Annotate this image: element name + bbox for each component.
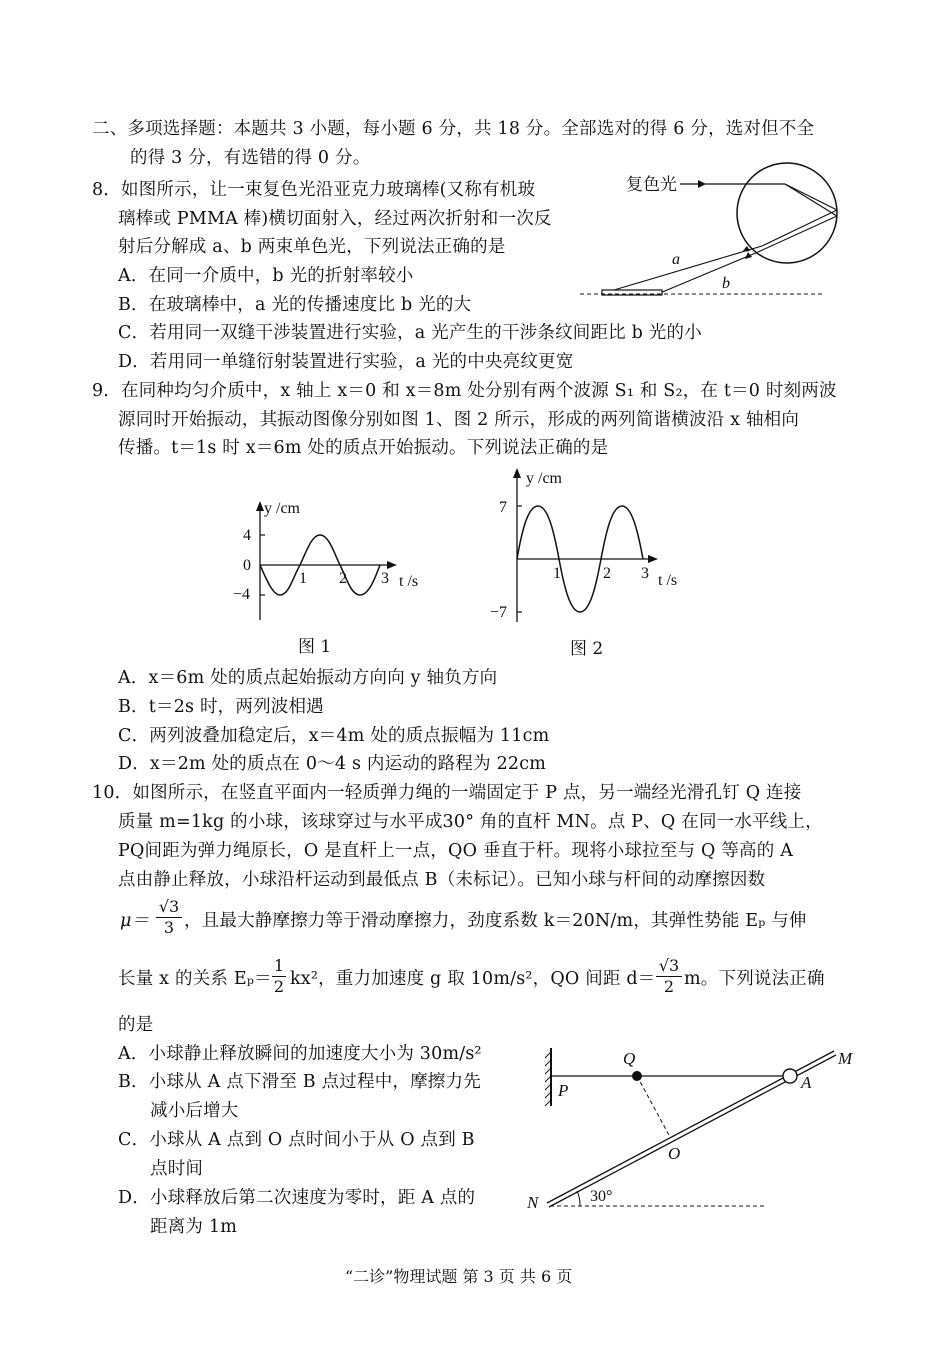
fig1-xtick-1: 1	[299, 570, 307, 587]
q9-option-b: B．t＝2s 时，两列波相遇	[118, 697, 324, 717]
q10-d-fraction	[656, 956, 682, 997]
q8-stem-line2: 璃棒或 PMMA 棒)横切面射入，经过两次折射和一次反	[118, 209, 552, 229]
q9-stem-line2: 源同时开始振动，其振动图像分别如图 1、图 2 所示，形成的两列简谐横波沿 x 轴相向	[118, 410, 800, 430]
fig2-caption: 图 2	[570, 639, 604, 659]
fig2-xtick-1: 1	[553, 565, 561, 582]
page-footer: “二诊”物理试题 第 3 页 共 6 页	[345, 1267, 573, 1286]
fig1-ytick-pos: 4	[243, 527, 251, 544]
q10-ep-text-b: kx²，重力加速度 g 取 10m/s²，QO 间距 d＝	[290, 969, 656, 989]
q8-option-a: A．在同一介质中，b 光的折射率较小	[118, 266, 414, 286]
section-heading: 二、多项选择题：本题共 3 小题，每小题 6 分，共 18 分。全部选对的得 6 分，选对但不全	[92, 119, 815, 139]
q10-mu-fraction	[156, 897, 182, 938]
incident-light-label: 复色光	[626, 175, 677, 194]
q9-stem-line3: 传播。t＝1s 时 x＝6m 处的质点开始振动。下列说法正确的是	[118, 438, 609, 458]
label-a: A	[801, 1073, 812, 1092]
fig2-ytick-neg: −7	[490, 604, 508, 621]
q10-d-den: 2	[663, 977, 675, 996]
q8-option-b: B．在玻璃棒中，a 光的传播速度比 b 光的大	[118, 295, 472, 315]
q9-option-d: D．x＝2m 处的质点在 0～4 s 内运动的路程为 22cm	[118, 754, 547, 774]
q9-option-c: C．两列波叠加稳定后，x＝4m 处的质点振幅为 11cm	[118, 726, 550, 746]
q8-option-d: D．若用同一单缝衍射装置进行实验，a 光的中央亮纹更宽	[118, 352, 574, 372]
q10-ep-text-c: m。下列说法正确	[684, 969, 825, 989]
label-o: O	[668, 1144, 681, 1163]
q10-option-b-cont: 减小后增大	[150, 1101, 239, 1121]
ball-a	[783, 1069, 797, 1083]
label-n: N	[527, 1193, 539, 1212]
q10-option-d: D．小球释放后第二次速度为零时，距 A 点的	[118, 1188, 476, 1208]
q10-stem-line3: PQ间距为弹力绳原长，O 是直杆上一点，QO 垂直于杆。现将小球拉至与 Q 等高的 A	[118, 841, 794, 861]
angle-arc	[577, 1191, 580, 1206]
q9-fig1	[225, 495, 435, 635]
section-heading-cont: 的得 3 分，有选错的得 0 分。	[130, 148, 371, 168]
q8-figure	[580, 160, 860, 310]
q10-mu-symbol: μ＝	[120, 911, 150, 931]
q10-option-c: C．小球从 A 点到 O 点时间小于从 O 点到 B	[118, 1130, 475, 1150]
label-m: M	[838, 1049, 853, 1068]
fig2-ylabel: y /cm	[526, 470, 562, 487]
q10-stem-last: 的是	[118, 1015, 154, 1035]
fig1-ylabel: y /cm	[264, 500, 300, 517]
q9-stem-line1: 9．在同种均匀介质中，x 轴上 x＝0 和 x＝8m 处分别有两个波源 S₁ 和 S₂，在 t＝0 时刻两波	[92, 381, 837, 401]
fig2-ytick-pos: 7	[499, 499, 507, 516]
fig2-xlabel: t /s	[658, 572, 678, 589]
fig2-xtick-3: 3	[641, 565, 649, 582]
q10-option-d-cont: 距离为 1m	[150, 1217, 237, 1237]
label-angle: 30°	[590, 1188, 613, 1205]
q8-stem-line3: 射后分解成 a、b 两束单色光，下列说法正确的是	[118, 237, 506, 257]
fig1-xlabel: t /s	[399, 573, 419, 590]
ray-b-label: b	[722, 275, 730, 292]
ray-a-label: a	[672, 251, 680, 268]
q10-stem-line2: 质量 m=1kg 的小球，该球穿过与水平成30° 角的直杆 MN。点 P、Q 在同一水平线上，	[118, 812, 823, 832]
fig1-ytick-neg: −4	[233, 586, 251, 603]
ray-a	[604, 246, 762, 293]
qo-dashed	[637, 1076, 670, 1137]
q10-half-den: 2	[273, 977, 285, 996]
q8-stem-line1: 8．如图所示，让一束复色光沿亚克力玻璃棒(又称有机玻	[92, 180, 536, 200]
q10-option-a: A．小球静止释放瞬间的加速度大小为 30m/s²	[118, 1044, 482, 1064]
q10-stem-line1: 10．如图所示，在竖直平面内一轻质弹力绳的一端固定于 P 点，另一端经光滑孔钉 Q 连接	[92, 783, 802, 803]
q10-mu-text: ，且最大静摩擦力等于滑动摩擦力，劲度系数 k＝20N/m，其弹性势能 Eₚ 与伸	[184, 911, 807, 931]
fig1-xtick-3: 3	[381, 570, 389, 587]
q8-option-c: C．若用同一双缝干涉装置进行实验，a 光产生的干涉条纹间距比 b 光的小	[118, 323, 702, 343]
fig1-ytick-zero: 0	[243, 557, 251, 574]
fig2-xtick-2: 2	[603, 565, 611, 582]
q10-option-c-cont: 点时间	[150, 1159, 204, 1179]
q10-option-b: B．小球从 A 点下滑至 B 点过程中，摩擦力先	[118, 1072, 481, 1092]
q9-option-a: A．x＝6m 处的质点起始振动方向向 y 轴负方向	[118, 668, 498, 688]
q10-half-num: 1	[273, 956, 285, 975]
label-q: Q	[623, 1049, 636, 1068]
q10-ep-text-a: 长量 x 的关系 Eₚ＝	[118, 969, 272, 989]
glass-rod-circle	[737, 163, 837, 263]
label-p: P	[558, 1081, 569, 1100]
incident-arrow	[698, 180, 706, 188]
fig1-xtick-2: 2	[339, 570, 347, 587]
q10-mu-den: 3	[163, 918, 175, 937]
q10-figure	[520, 1040, 865, 1220]
q10-stem-line4: 点由静止释放，小球沿杆运动到最低点 B（未标记）。已知小球与杆间的动摩擦因数	[118, 870, 766, 890]
q10-d-num: √3	[656, 956, 682, 977]
q10-mu-num: √3	[156, 897, 182, 918]
fig1-caption: 图 1	[298, 637, 332, 657]
q9-fig2	[488, 462, 698, 632]
q10-half-fraction	[272, 956, 286, 997]
